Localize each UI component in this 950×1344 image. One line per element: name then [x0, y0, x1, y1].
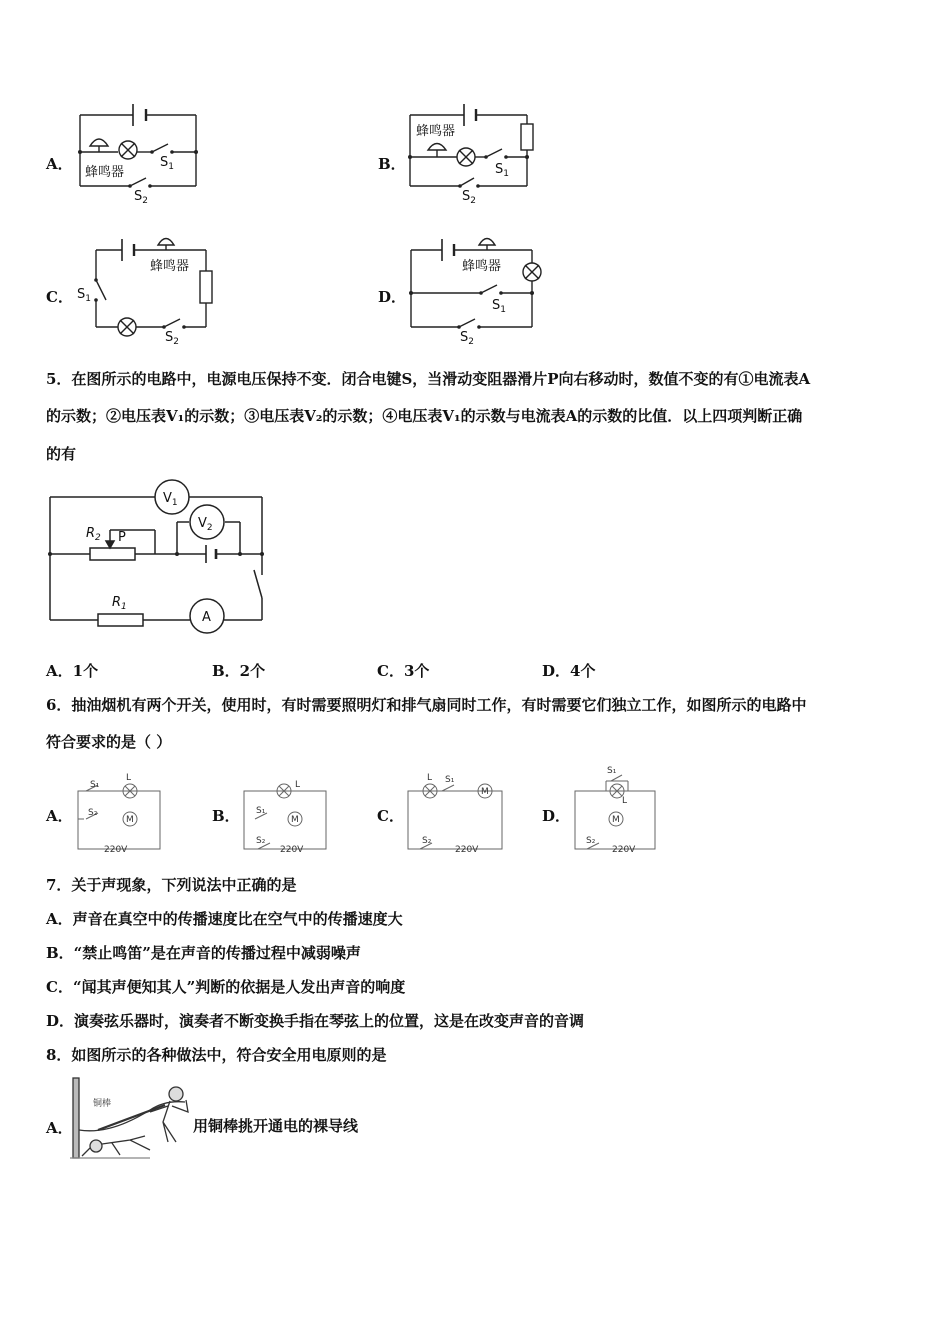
q6b-motor: M [291, 815, 299, 825]
q5-choice-a[interactable]: A．1个 [46, 662, 99, 680]
q4-option-b-letter[interactable]: B． [378, 155, 406, 173]
q6-option-c-letter[interactable]: C． [377, 807, 404, 825]
q4-option-d-letter[interactable]: D． [378, 288, 407, 306]
q6-option-d-letter[interactable]: D． [542, 807, 571, 825]
q4c-s1-label: $S_1$ [77, 287, 91, 304]
q6a-motor: M [126, 815, 134, 825]
q7-option-c[interactable]: C．“闻其声便知其人”判断的依据是人发出声音的响度 [46, 978, 406, 996]
q5-choice-d[interactable]: D．4个 [542, 662, 596, 680]
q5-r2-label: $R_2$ [86, 526, 101, 543]
q6d-voltage: 220V [612, 845, 636, 855]
q5-stem-line3: 的有 [46, 445, 77, 463]
q6c-s1: S₁ [445, 775, 455, 785]
q4d-s2-label: $S_2$ [460, 330, 474, 347]
q6d-lamp: L [622, 796, 628, 806]
q6c-voltage: 220V [455, 845, 479, 855]
q4a-s1-label: $S_1$ [160, 155, 174, 172]
q5-stem-line2: 的示数；②电压表V₁的示数；③电压表V₂的示数；④电压表V₁的示数与电流表A的示数的比值．以上四项判断正确 [46, 407, 803, 425]
q6b-s1: S₁ [256, 806, 266, 816]
q6d-s2: S₂ [586, 836, 596, 846]
q5-choice-b[interactable]: B．2个 [212, 662, 266, 680]
q7-option-a[interactable]: A．声音在真空中的传播速度比在空气中的传播速度大 [46, 910, 403, 928]
q4-option-a-letter[interactable]: A． [46, 155, 73, 173]
q7-option-d[interactable]: D．演奏弦乐器时，演奏者不断变换手指在琴弦上的位置，这是在改变声音的音调 [46, 1012, 585, 1030]
q4-option-c-letter[interactable]: C． [46, 288, 73, 306]
q8a-rod-label: 铜棒 [93, 1099, 112, 1109]
q4a-s2-label: $S_2$ [134, 189, 148, 206]
q6a-voltage: 220V [104, 845, 128, 855]
q6c-lamp: L [427, 773, 433, 783]
q6-option-b-letter[interactable]: B． [212, 807, 240, 825]
q8-option-a-letter[interactable]: A． [46, 1119, 73, 1137]
q4c-buzzer-label: 蜂鸣器 [150, 259, 190, 274]
q6-stem-line2: 符合要求的是（ ） [46, 733, 172, 751]
q6-option-a-letter[interactable]: A． [46, 807, 73, 825]
q5-v2-label: $V_2$ [198, 516, 213, 533]
q8-option-a-caption: 用铜棒挑开通电的裸导线 [193, 1117, 359, 1135]
q7-stem: 7．关于声现象，下列说法中正确的是 [46, 876, 297, 894]
q6d-s1: S₁ [607, 766, 617, 776]
q6c-motor: M [481, 787, 489, 797]
q4b-s2-label: $S_2$ [462, 189, 476, 206]
q6a-s1: S₁ [90, 780, 100, 790]
q6a-lamp: L [126, 773, 132, 783]
q4c-s2-label: $S_2$ [165, 330, 179, 347]
q5-p-label: P [118, 530, 126, 545]
q4d-s1-label: $S_1$ [492, 298, 506, 315]
q5-stem-line1: 5．在图所示的电路中，电源电压保持不变．闭合电键S，当滑动变阻器滑片P向右移动时，数值不变的有①电流表A [46, 370, 811, 388]
q6a-s2: S₂ [88, 808, 98, 818]
q7-option-b[interactable]: B．“禁止鸣笛”是在声音的传播过程中减弱噪声 [46, 944, 361, 962]
q6d-motor: M [612, 815, 620, 825]
q6c-s2: S₂ [422, 836, 432, 846]
q5-v1-label: $V_1$ [163, 491, 178, 508]
q8-stem: 8．如图所示的各种做法中，符合安全用电原则的是 [46, 1046, 387, 1064]
q6b-lamp: L [295, 780, 301, 790]
q5-r1-label: $R_1$ [112, 595, 127, 612]
q6-stem-line1: 6．抽油烟机有两个开关，使用时，有时需要照明灯和排气扇同时工作，有时需要它们独立工作，如图所示的电路中 [46, 696, 807, 714]
q5-choice-c[interactable]: C．3个 [377, 662, 430, 680]
q6b-voltage: 220V [280, 845, 304, 855]
q5-ammeter-label: A [202, 610, 211, 625]
q4b-s1-label: $S_1$ [495, 162, 509, 179]
q4b-buzzer-label: 蜂鸣器 [416, 124, 456, 139]
q6b-s2: S₂ [256, 836, 266, 846]
q4a-buzzer-label: 蜂鸣器 [85, 165, 125, 180]
q4d-buzzer-label: 蜂鸣器 [462, 259, 502, 274]
